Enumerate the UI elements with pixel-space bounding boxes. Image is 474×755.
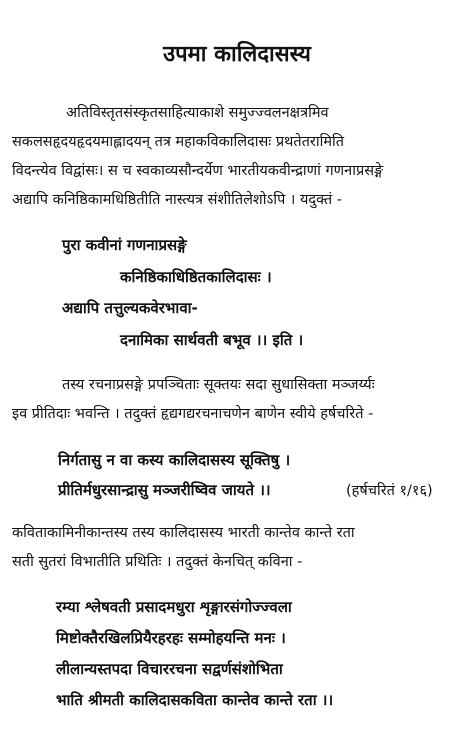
paragraph-line: इव प्रीतिदाः भवन्ति । तदुक्तं हृद्यगद्यरचनाचणेन बाणेन स्वीये हर्षचरिते - (12, 406, 374, 422)
verse-line: प्रीतिर्मधुरसान्द्रासु मञ्जरीष्विव जायते ।। (58, 481, 271, 499)
paragraph-line: कविताकामिनीकान्तस्य तस्य कालिदासस्य भारती कान्तेव कान्ते रता (12, 525, 355, 541)
paragraph-line: अद्यापि कनिष्ठिकामधिष्ठितीति नास्त्यत्र संशीतिलेशोऽपि । यदुक्तं - (12, 192, 343, 208)
paragraph-line: सकलसहृदयहृदयमाह्लादयन् तत्र महाकविकालिदासः प्रथतेतरामिति (12, 134, 345, 150)
paragraph-line: अतिविस्तृतसंस्कृतसाहित्याकाशे समुज्ज्वलनक्षत्रमिव (66, 105, 329, 121)
verse-line: लीलान्यस्तपदा विचाररचना सद्वर्णसंशोभिता (56, 660, 283, 678)
page-title: उपमा कालिदासस्य (163, 42, 311, 67)
verse-line: भाति श्रीमती कालिदासकविता कान्तेव कान्ते रता ।। (56, 691, 334, 709)
verse-line: पुरा कवीनां गणनाप्रसङ्गे (62, 236, 187, 254)
verse-line: दनामिका सार्थवती बभूव ।। इति । (120, 331, 304, 349)
verse-line: अद्यापि तत्तुल्यकवेरभावा- (62, 299, 198, 317)
verse-line: कनिष्ठिकाधिष्ठितकालिदासः । (120, 268, 272, 286)
paragraph-line: सती सुतरां विभातीति प्रथितिः । तदुक्तं केनचित् कविना - (12, 554, 303, 570)
paragraph-line: तस्य रचनाप्रसङ्गे प्रपञ्चिताः सूक्तयः सदा सुधासिक्ता मञ्जर्य्यः (62, 377, 375, 393)
paragraph-line: विदन्त्येव विद्वांसः। स च स्वकाव्यसौन्दर्येण भारतीयकवीन्द्राणां गणनाप्रसङ्गे (12, 163, 384, 179)
citation: (हर्षचरितं १/१६) (346, 483, 433, 499)
verse-line: रम्या श्लेषवती प्रसादमधुरा शृङ्गारसंगोज्ज्वला (56, 598, 292, 616)
verse-line: निर्गतासु न वा कस्य कालिदासस्य सूक्तिषु । (58, 451, 291, 469)
verse-line: मिष्टोक्तैरखिलप्रियैरहरहः सम्मोहयन्ति मनः । (56, 629, 286, 647)
